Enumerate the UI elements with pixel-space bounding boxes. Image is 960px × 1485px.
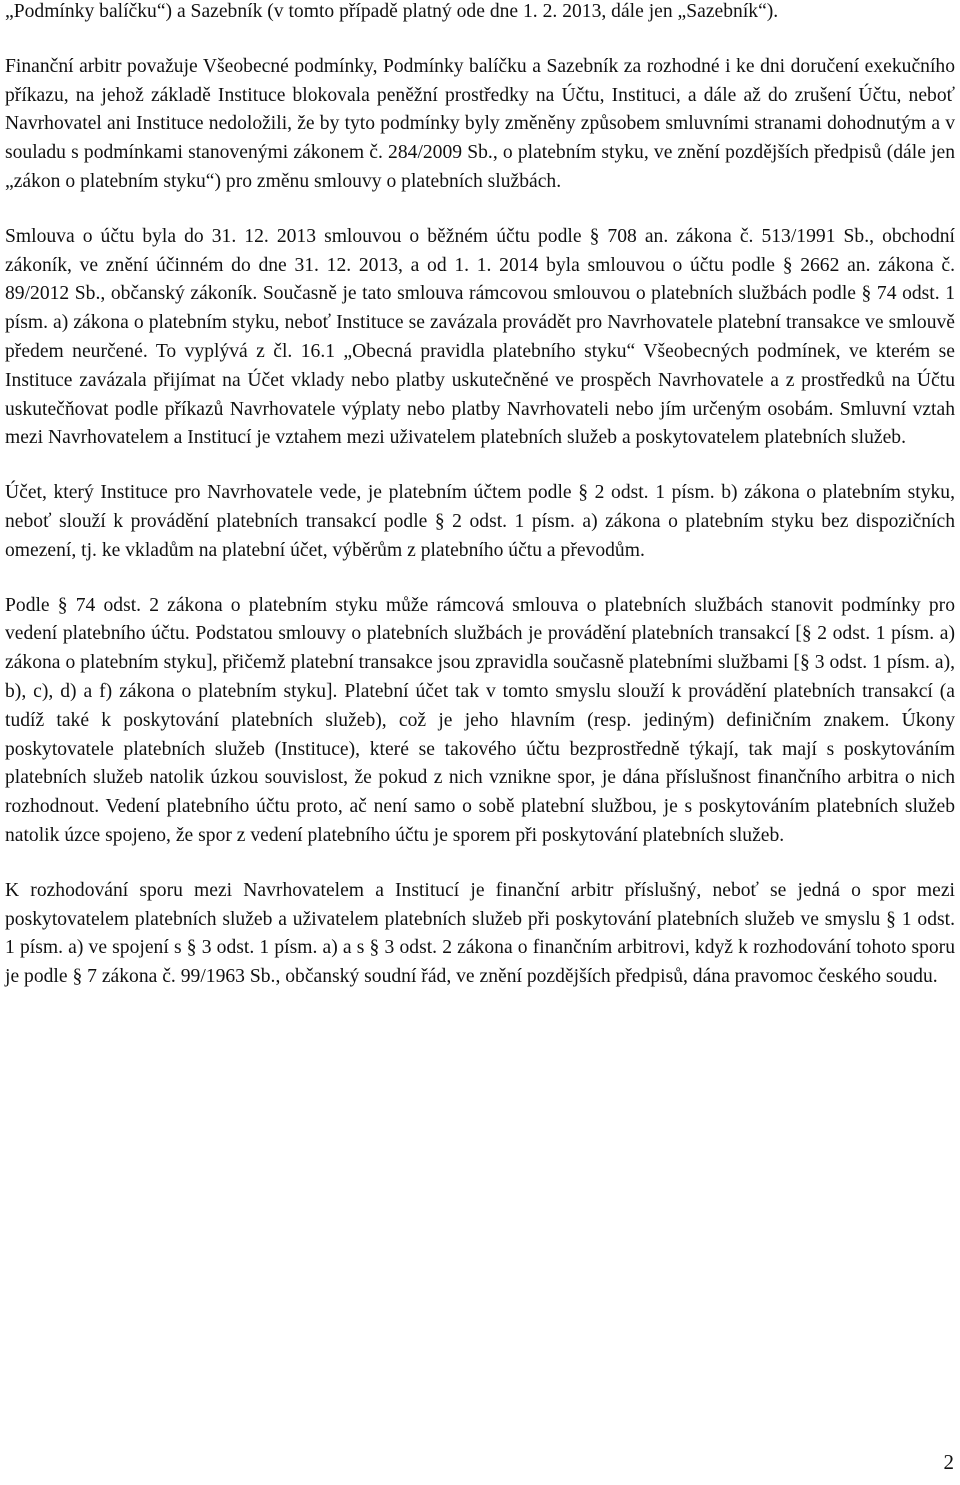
paragraph-2: Finanční arbitr považuje Všeobecné podmínky, Podmínky balíčku a Sazebník za rozhodné i ke dni doručení exekučního příkazu, na jehož základě Instituce blokovala peněžní prostředky na Účtu, Instituci, a dále až do zrušení Účtu, neboť Navrhovatel ani Instituce nedoložili, že by tyto podmínky byly změněny způsobem smluvními stranami dohodnutým a v souladu s podmínkami stanovenými zákonem č. 284/2009 Sb., o platebním styku, ve znění pozdějších předpisů (dále jen „zákon o platebním styku“) pro změnu smlouvy o platebních službách. — [5, 55, 955, 192]
paragraph-5: Podle § 74 odst. 2 zákona o platebním styku může rámcová smlouva o platebních službách stanovit podmínky pro vedení platebního účtu. Podstatou smlouvy o platebních službách je provádění platebních transakcí [§ 2 odst. 1 písm. a) zákona o platebním styku], přičemž platební transakce jsou zpravidla současně platebními službami [§ 3 odst. 1 písm. a), b), c), d) a f) zákona o platebním styku]. Platební účet tak v tomto smyslu slouží k provádění platebních transakcí (a tudíž také k poskytování platebních služeb), což je jeho hlavním (resp. jediným) definičním znakem. Úkony poskytovatele platebních služeb (Instituce), které se takového účtu bezprostředně týkají, tak mají s poskytováním platebních služeb natolik úzkou souvislost, že pokud z nich vznikne spor, je dána příslušnost finančního arbitra o nich rozhodnout. Vedení platebního účtu proto, ač není samo o sobě platební službou, je s poskytováním platebních služeb natolik úzce spojeno, že spor z vedení platebního účtu je sporem při poskytování platebních služeb. — [5, 594, 955, 846]
document-page — [5, 0, 955, 1018]
page-number: 2 — [943, 1450, 954, 1474]
paragraph-1: „Podmínky balíčku“) a Sazebník (v tomto případě platný ode dne 1. 2. 2013, dále jen „Sazebník“). — [5, 1, 779, 22]
paragraph-3: Smlouva o účtu byla do 31. 12. 2013 smlouvou o běžném účtu podle § 708 an. zákona č. 513/1991 Sb., obchodní zákoník, ve znění účinném do dne 31. 12. 2013, a od 1. 1. 2014 byla smlouvou o účtu podle § 2662 an. zákona č. 89/2012 Sb., občanský zákoník. Současně je tato smlouva rámcovou smlouvou o platebních službách podle § 74 odst. 1 písm. a) zákona o platebním styku, neboť Instituce se zavázala provádět pro Navrhovatele platební transakce ve smlouvě předem neurčené. To vyplývá z čl. 16.1 „Obecná pravidla platebního styku“ Všeobecných podmínek, ve kterém se Instituce zavázala přijímat na Účet vklady nebo platby uskutečněné ve prospěch Navrhovatele a z prostředků na Účtu uskutečňovat podle příkazů Navrhovatele výplaty nebo platby Navrhovateli nebo jím určeným osobám. Smluvní vztah mezi Navrhovatelem a Institucí je vztahem mezi uživatelem platebních služeb a poskytovatelem platebních služeb. — [5, 225, 955, 449]
paragraph-4: Účet, který Instituce pro Navrhovatele vede, je platebním účtem podle § 2 odst. 1 písm. b) zákona o platebním styku, neboť slouží k provádění platebních transakcí podle § 2 odst. 1 písm. a) zákona o platebním styku bez dispozičních omezení, tj. ke vkladům na platební účet, výběrům z platebního účtu a převodům. — [5, 482, 955, 561]
paragraph-6: K rozhodování sporu mezi Navrhovatelem a Institucí je finanční arbitr příslušný, neboť se jedná o spor mezi poskytovatelem platebních služeb a uživatelem platebních služeb při poskytování platebních služeb ve smyslu § 1 odst. 1 písm. a) ve spojení s § 3 odst. 1 písm. a) a s § 3 odst. 2 zákona o finančním arbitrovi, když k rozhodování tohoto sporu je podle § 7 zákona č. 99/1963 Sb., občanský soudní řád, ve znění pozdějších předpisů, dána pravomoc českého soudu. — [5, 879, 955, 988]
